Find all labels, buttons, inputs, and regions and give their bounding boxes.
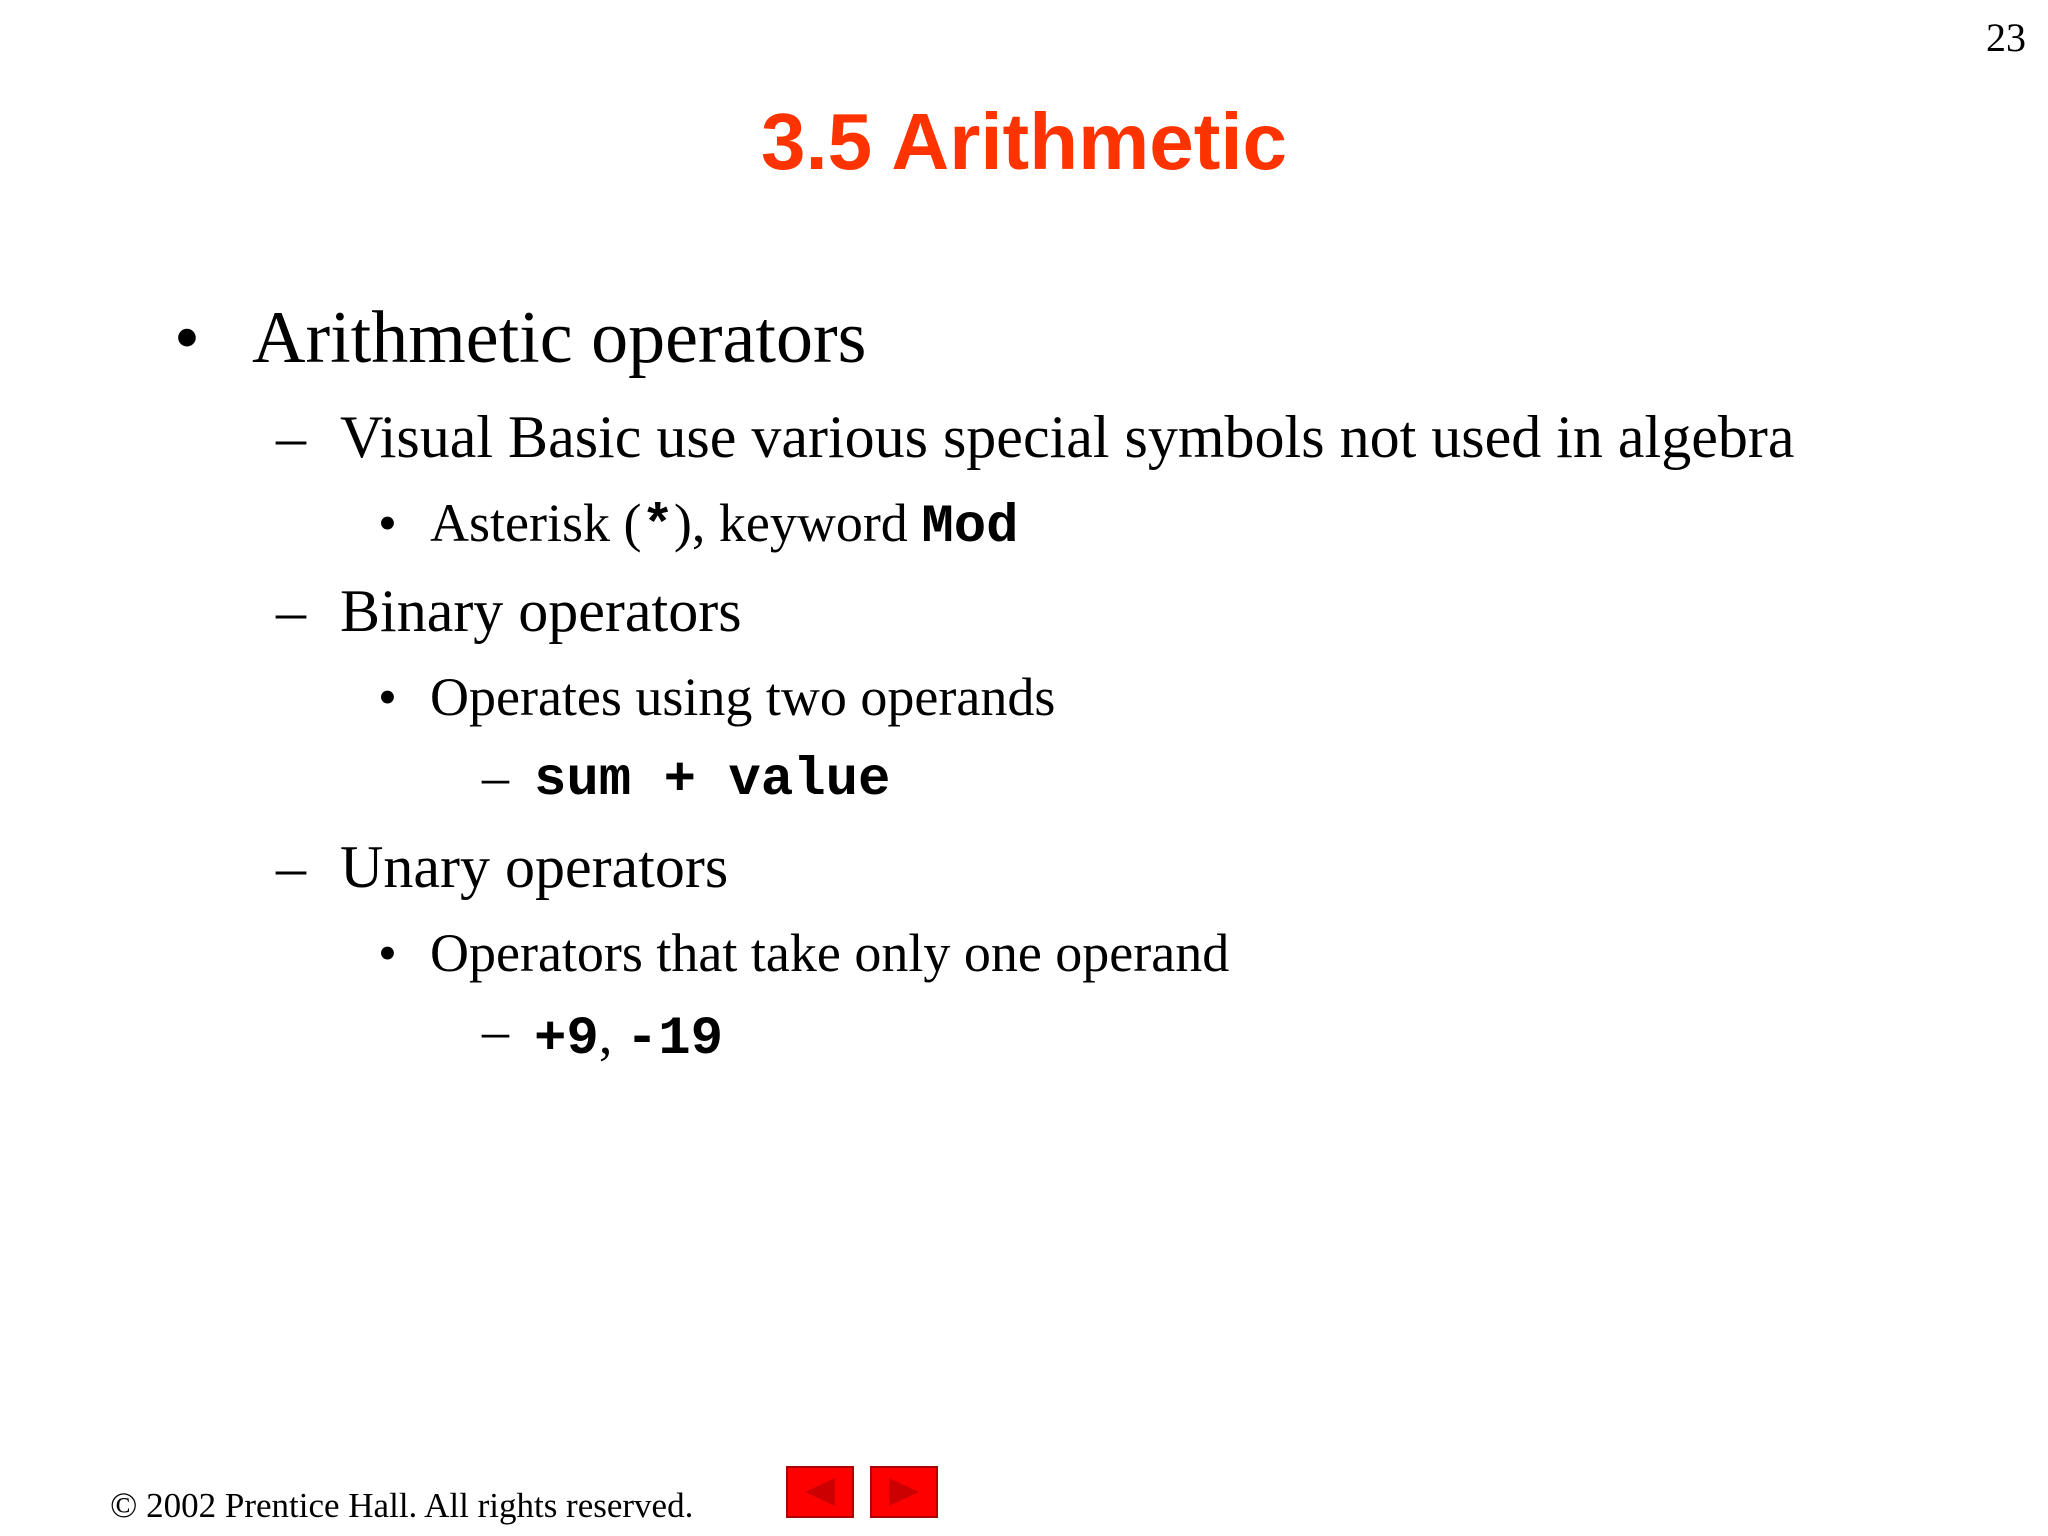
- unary-code-plus: +9: [534, 1009, 599, 1070]
- code-example-unary: [534, 1004, 723, 1071]
- subitem-unary-operators: Unary operators: [340, 834, 729, 900]
- mod-code: Mod: [921, 497, 1019, 558]
- slide-number: 23: [1986, 15, 2026, 60]
- next-slide-button[interactable]: [870, 1466, 938, 1518]
- dash-icon: –: [276, 834, 306, 900]
- triangle-right-icon: [872, 1468, 936, 1516]
- copyright-text: 2002 Prentice Hall. All rights reserved.: [137, 1486, 694, 1525]
- asterisk-code: *: [641, 497, 674, 558]
- subitem-visual-basic-symbols: Visual Basic use various special symbols not used in algebra: [340, 404, 1795, 470]
- subitem-binary-operators: Binary operators: [340, 578, 742, 644]
- code-example-binary: sum + value: [534, 750, 891, 811]
- bullet-icon: •: [378, 667, 397, 727]
- triangle-left-icon: [788, 1468, 852, 1516]
- bullet-arithmetic-operators: Arithmetic operators: [252, 297, 867, 379]
- dash-icon: –: [482, 1001, 509, 1061]
- dash-icon: –: [482, 747, 509, 807]
- subsubitem-two-operands: Operates using two operands: [430, 667, 1056, 727]
- copyright-footer: [110, 1484, 693, 1527]
- dash-icon: –: [276, 404, 306, 470]
- slide-title: 3.5 Arithmetic: [760, 97, 1288, 186]
- unary-code-minus: -19: [625, 1009, 724, 1070]
- previous-slide-button[interactable]: [786, 1466, 854, 1518]
- asterisk-text: Asterisk (: [430, 493, 642, 553]
- bullet-icon: •: [378, 923, 397, 983]
- subsubitem-asterisk-mod: [430, 492, 1019, 559]
- dash-icon: –: [276, 578, 306, 644]
- keyword-text: ), keyword: [673, 493, 922, 553]
- bullet-icon: •: [174, 297, 200, 379]
- subsubitem-one-operand: Operators that take only one operand: [430, 923, 1230, 983]
- unary-separator: ,: [598, 1005, 626, 1065]
- copyright-icon: ©: [110, 1485, 138, 1525]
- bullet-icon: •: [378, 493, 397, 553]
